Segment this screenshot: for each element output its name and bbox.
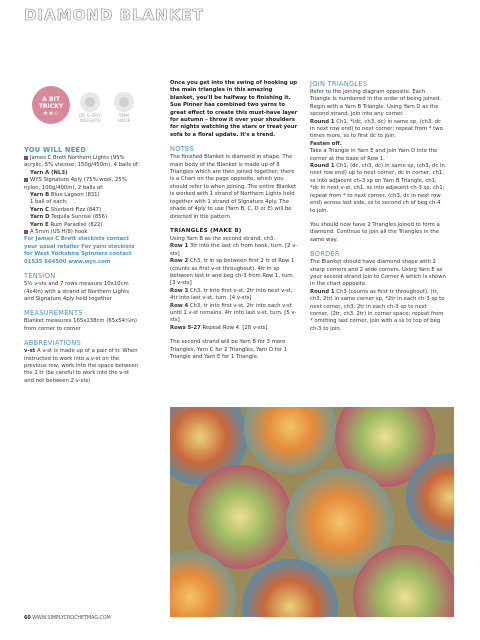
bullet-icon — [24, 230, 28, 234]
notes-heading: NOTES — [170, 145, 195, 154]
abbreviations-heading: ABBREVIATIONS — [24, 339, 81, 348]
difficulty-badges — [24, 86, 142, 130]
yarn-b: Yarn B Blue Lagoon (831) — [30, 192, 100, 199]
ball-note: 1 ball of each: — [30, 199, 68, 206]
row-3: Row 3 Ch3, tr into first v-st, 2tr into next v-st, 4tr into last v-st, turn. [4 v-sts] — [170, 287, 293, 302]
crochet-photo — [170, 407, 454, 617]
yarn-weight-badge — [74, 92, 106, 124]
yarn-weight-line-2: WEIGHTS — [79, 119, 101, 124]
middle-column — [170, 80, 298, 361]
yarn-weight-line-1: DK & 4PLY — [79, 114, 101, 119]
bullet-icon — [24, 178, 28, 182]
yarn-ball-icon — [80, 92, 100, 112]
yarn-a: Yarn A (NL3) — [30, 169, 68, 176]
hook-line-1: 5MM — [118, 114, 130, 119]
material-item: A 5mm (US H/8) hook — [24, 229, 140, 236]
material-item: James C Brett Northern Lights (95% acrylic, 5% viscose, 150g/450m), 4 balls of: — [24, 155, 140, 169]
hook-line-2: HOOK — [117, 119, 131, 124]
row-1: Row 1 3tr into the last ch from hook, turn. [2 v-sts] — [170, 243, 298, 257]
yarn-e: Yarn E Rum Paradise (822) — [30, 221, 103, 228]
tension-text: 5½ v-sts and 7 rows measure 10x10cm (4x4in) with a strand of Northern Lights and Signature 4ply held together — [24, 281, 130, 302]
difficulty-line-2: TRICKY — [38, 103, 64, 110]
measurements-heading: MEASUREMENTS — [24, 309, 83, 318]
yarn-d: Yarn D Tequila Sunrise (856) — [30, 214, 108, 221]
notes-text: The finished Blanket is diamond in shape. The main body of the Blanket is made up of 8 Triangles which are then joined together; there is a Chart on the page opposite, which you should refer to when joining. The entire Blanket is worked with 1 strand of Northern Lights held together with 1 strand of Signature 4ply. The shade of 4ply to use (Yarn B, C, D or E) will be directed in the pattern. — [170, 154, 297, 220]
you-will-need-heading: YOU WILL NEED — [24, 146, 87, 154]
sidebar-column — [24, 140, 140, 385]
hook-icon — [114, 92, 134, 112]
measurements-text: Blanket measures 165x138cm (65x54¼in) from corner to corner — [24, 318, 137, 332]
difficulty-line-1: A BIT — [42, 96, 60, 103]
border-p1: The Blanket should have diamond shape with 2 sharp corners and 2 wide corners. Using Yarn E as your second strand join to Corner A which is shown in the chart opposite. — [310, 259, 446, 288]
triangles-heading: TRIANGLES (MAKE 8) — [170, 227, 242, 234]
triangles-text: Using Yarn B as the second strand, ch3. — [170, 235, 276, 242]
right-column — [310, 80, 446, 333]
join-p2: Begin with a Yarn B Triangle. Using Yarn D as the second strand, join into any corner. — [310, 103, 439, 118]
triangles-end: The second strand will be Yarn B for 3 more Triangles, Yarn C for 2 Triangles, Yarn D for 1 Triangle and Yarn E for 1 Triangle. — [170, 339, 288, 360]
row-4: Row 4 Ch3, tr into first v-st, 2tr into each v-st until 1 v-st remains, 4tr into last v-st, turn. [5 v-sts] — [170, 302, 297, 324]
page-title: DIAMOND BLANKET — [24, 6, 204, 24]
hook-size-badge — [108, 92, 140, 124]
page-footer — [24, 615, 111, 622]
join-round-1b: Round 1 Ch1, (dc, ch3, dc) in same sp, (ch3, dc in next row end) up to next corner, dc in corner, ch1, ss into adjacent ch-3 sp on Yarn B Triangle, ch1, *dc in next v-st, ch1, ss into adjacent ch-3 sp, ch1; repeat from * to next corner, (ch3, dc in next row end) across last side, ss to second ch of beg ch-4 to join. — [310, 163, 445, 214]
bullet-icon — [24, 156, 28, 160]
join-round-1: Round 1 Ch1, *(dc, ch3, dc) in same sp, (ch3, dc in next row end) to next corner; repeat from * two times more, ss to first dc to join. — [310, 118, 443, 140]
abbreviations-text: v-st A v-st is made up of a pair of tr. When instructed to work into a v-st on the previous row, work into the space between the 2 tr (be careful to work into the v-st and not between 2 v-sts) — [24, 348, 139, 384]
fasten-off: Fasten off. — [310, 140, 342, 147]
difficulty-stars: ★★☆ — [42, 110, 60, 117]
border-heading: BORDER — [310, 250, 340, 259]
join-p1: Refer to the joining diagram opposite. Each Triangle is numbered in the order of being joined. — [310, 89, 442, 103]
tension-heading: TENSION — [24, 272, 56, 281]
row-2: Row 2 Ch3, tr in sp between first 2 tr of Row 1 (counts as first v-st throughout), 4tr in sp between last tr and beg ch-3 from Row 1, turn. [3 v-sts] — [170, 258, 295, 287]
border-round-1: Round 1 Ch3 (counts as first tr throughout), (tr, ch3, 2tr) in same corner sp, *2tr in each ch-3 sp to next corner, ch3, 2tr in each ch-3 sp to next corner, (2tr, ch3, 2tr) in corner space; repeat from * omitting last corner, join with a ss to top of beg ch-3 to join. — [310, 288, 445, 332]
material-item: WYS Signature 4ply (75% wool, 25% nylon, 100g/400m), 2 balls of: — [24, 177, 127, 191]
stockists: For James C Brett stockists contact your usual retailer For yarn stockists for West Yorkshire Spinners contact 01535 664500 www.wys.com — [24, 236, 135, 265]
yarn-c: Yarn C Sherbert Fizz (847) — [30, 206, 102, 213]
page-number: 60 — [24, 616, 31, 621]
rows-5-27: Rows 5-27 Repeat Row 4. [28 v-sts] — [170, 324, 268, 331]
difficulty-badge — [32, 86, 70, 124]
intro-text: Once you get into the swing of hooking up the main triangles in this amazing blanket, you'll be halfway to finishing it. Sue Pinner has combined two yarns to great effect to create this must-have layer for autumn – throw it over your shoulders for nights watching the stars or treat your sofa to a floral update. It's a trend. — [170, 80, 298, 138]
site-url: WWW.SIMPLYCROCHETMAG.COM — [30, 616, 111, 621]
join-p3: Take a Triangle in Yarn E and join Yarn D into the corner at the base of Row 1. — [310, 148, 438, 162]
join-heading: JOIN TRIANGLES — [310, 80, 368, 88]
join-p4: You should now have 2 Triangles joined to form a diamond. Continue to join all the Triangles in the same way. — [310, 221, 440, 243]
